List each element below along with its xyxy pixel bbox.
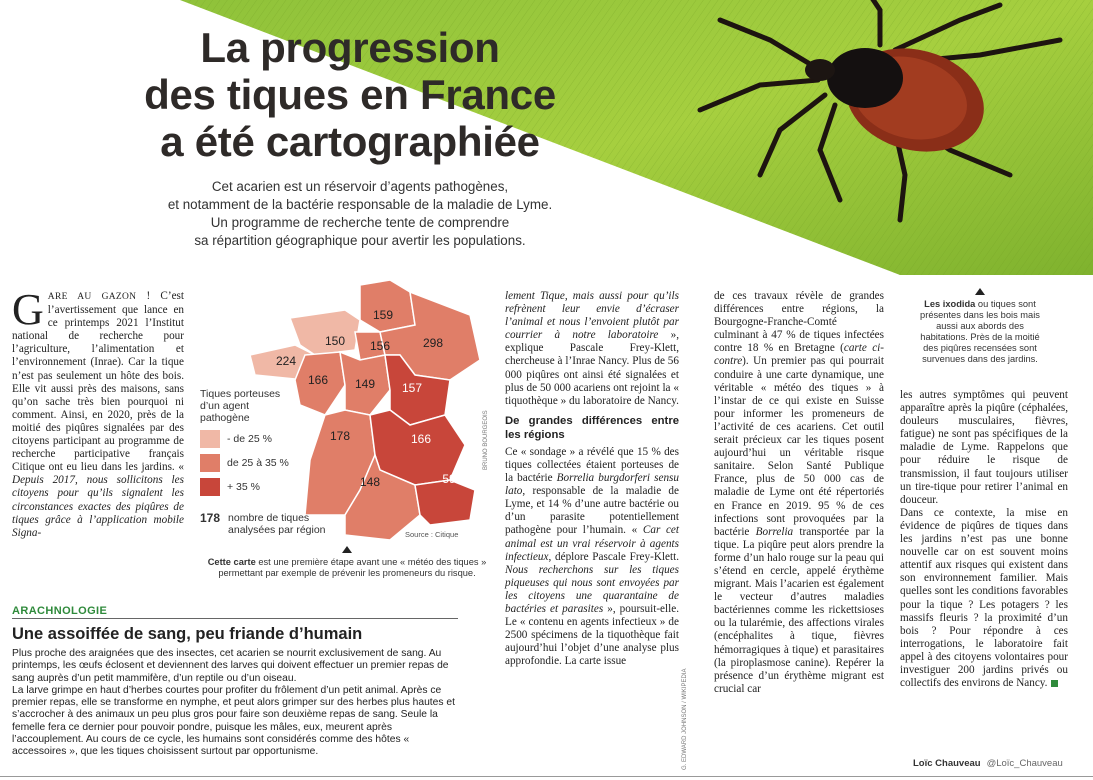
article-column-3 [714, 290, 884, 696]
map-value: 159 [372, 308, 394, 322]
standfirst-line: sa répartition géographique pour avertir les populations. [194, 233, 526, 248]
col3-italic: carte ci-contre [714, 342, 884, 368]
map-credit: BRUNO BOURGEOIS [483, 410, 489, 470]
col1-text: ! C’est l’avertissement que lance en ce printemps 2021 l’Institut national de recherche pour l’agriculture, l’alimentation et l’environnement (Inrae). Car la tique n’est pas seulement un hôte des bois. Elle vit aussi près des maisons, sans qu’on sache très bien pourquoi ni comment. Ainsi, en 2020, près de la moitié des piqûres signalées par des citoyens participant au programme de recherche participative français Citique ont eu lieu dans les jardins. « [12, 290, 185, 474]
map-caption-bold: Cette carte [207, 557, 256, 567]
title-line: a été cartographiée [160, 118, 540, 165]
standfirst-line: Un programme de recherche tente de comprendre [210, 215, 510, 230]
legend-swatch-light [200, 430, 220, 448]
legend-count-number: 178 [200, 511, 221, 525]
map-value: 166 [410, 432, 432, 446]
legend-title: Tiques porteuses d’un agent pathogène [200, 388, 281, 424]
col3-italic: Borrelia [755, 525, 794, 538]
map-value: 156 [369, 339, 391, 353]
col2-italic: Car cet animal est un vrai réservoir à agents infectieux [505, 524, 679, 563]
col3-text: ). Un premier pas qui pourrait conduire à une carte dynamique, une véritable « météo des tiques » à l’instar de ce qui existe en Suisse pour informer les promeneurs de l’activité de ces acariens. Cet outil serait précieux car les tiques posent aujourd’hui un véritable risque sanitaire. Selon Santé Publique France, plus de 50 000 cas de maladie de Lyme ont été répertoriés en France en 2019. 95 % de ces infections sont provoquées par la bactérie [714, 355, 884, 538]
photo-caption-text: ou tiques sont présentes dans les bois mais aussi aux abords des habitations. Près de la moitié des piqûres recensées sont survenues dans des jardins. [920, 299, 1040, 364]
col2-italic: Nous recherchons sur les tiques piqueuses qui nous sont envoyées par les citoyens une quarantaine de bactéries et parasites [505, 563, 679, 615]
title-line: La progression [200, 24, 500, 71]
legend-swatch-medium [200, 454, 220, 472]
map-value: 298 [422, 336, 444, 350]
page-title [70, 24, 630, 165]
map-source: Source : Citique [405, 530, 459, 539]
map-value: 166 [307, 373, 329, 387]
col1-italic: Depuis 2017, nous sollicitons les citoyens pour qu’ils signalent les circonstances exactes des piqûres de tiques grâce à l’application mobile Signa- [12, 474, 184, 539]
standfirst [90, 178, 630, 250]
byline [913, 758, 1063, 769]
col2-text: Ce « sondage » a révélé que 15 % des tiques collectées étaient porteuses de la bactérie [505, 445, 679, 485]
col2-text: », explique Pascale Frey-Klett, chercheuse à l’Inrae Nancy. Plus de 56 000 piqûres ont ainsi été signalées et plus de 50 000 acariens ont rejoint la « tiquothèque » du laboratoire de Nancy. [505, 329, 679, 407]
photo-caption-bold: Les ixodida [924, 299, 976, 309]
sidebar-rule [12, 618, 458, 619]
map-value: 148 [359, 475, 381, 489]
lead-caps: ARE AU GAZON [47, 292, 137, 302]
article-column-4 [900, 389, 1068, 690]
col3-text: transportée par la tique. La piqûre peut alors prendre la forme d’un halo rouge sur la peau qui s’étend en cercle, appelé érythème migrant. Mais l’acarien est également le vecteur d’autres maladies bactériennes comme les rickettsioses ou la tularémie, des affections virales (encéphalites à tique, fièvres hémorragiques à tique) et parasitaires (la piroplasmose canine). Repérer la présence d’un érythème migrant est crucial car [714, 525, 884, 695]
legend-count-label: nombre de tiques analysées par région [228, 512, 326, 536]
sidebar-title: Une assoiffée de sang, peu friande d’humain [12, 625, 363, 643]
standfirst-line: et notamment de la bactérie responsable de la maladie de Lyme. [167, 197, 553, 212]
region-hauts-de-france [360, 280, 415, 332]
caption-pointer-icon [975, 288, 985, 295]
map-value: 224 [275, 354, 297, 368]
col3-text: de ces travaux révèle de grandes différences entre régions, la Bourgogne-Franche-Comté culminant à 47 % de tiques infectées contre 18 % en Bretagne ( [714, 290, 884, 355]
map-value: 178 [329, 429, 351, 443]
col2-text: , déplore Pascale Frey-Klett. [548, 550, 679, 563]
bottom-rule [0, 776, 1093, 777]
end-mark-icon [1051, 680, 1058, 687]
legend-label: + 35 % [227, 481, 260, 493]
standfirst-line: Cet acarien est un réservoir d’agents pathogènes, [211, 179, 509, 194]
article-column-1 [12, 285, 185, 540]
sidebar-paragraph: Plus proche des araignées que des insectes, cet acarien se nourrit exclusivement de sang. Au printemps, les œufs éclosent et deviennent des larves qui doivent effectuer un premier repas de sang auprès d’un petit mammifère, d’un reptile ou d’un oiseau. [12, 648, 449, 684]
drop-cap: G [12, 285, 44, 334]
author-name: Loïc Chauveau [913, 758, 981, 769]
sidebar-paragraph: La larve grimpe en haut d’herbes courtes pour profiter du frôlement d’un petit animal. Après ce premier repas, elle se transforme en nymphe, et peut alors grimper sur des herbes plus hautes et s’accrocher à des animaux un peu plus gros pour faire son deuxième repas de sang. Seule la femelle fera ce dernier pour pouvoir pondre, puisque les mâles, eux, meurent après l’accouplement. Au cours de ce cycle, les humains sont considérés comme des hôtes « accessoires », que les tiques choisissent surtout par opportunisme. [12, 684, 455, 758]
col4-paragraph: les autres symptômes qui peuvent apparaître après la piqûre (céphalées, douleurs musculaires, fièvres, fatigue) ne sont pas spécifiques de la maladie de Lyme. Rappelons que pour réduire le risque de transmission, il faut toujours utiliser un tire-tique pour retirer l’animal en douceur. [900, 389, 1068, 506]
legend-label: de 25 à 35 % [227, 457, 289, 469]
legend-label: - de 25 % [227, 433, 272, 445]
map-value: 149 [354, 377, 376, 391]
map-legend [200, 388, 338, 536]
caption-pointer-icon [342, 546, 352, 553]
col2-text: , responsable de la maladie de Lyme, et 14 % d’une autre bactérie ou d’un parasite potentiellement pathogène pour l’humain. « [505, 485, 679, 537]
sidebar-body [12, 648, 460, 759]
map-caption-text: est une première étape avant une « météo des tiques » permettant par exemple de prévenir les promeneurs du risque. [218, 557, 487, 578]
map-value: 157 [401, 381, 423, 395]
col2-italic: Borrelia burgdorferi sensu lato [505, 472, 679, 498]
col2-italic: lement Tique, mais aussi pour qu’ils refrènent leur envie d’écraser l’animal et nous l’envoient plutôt par courrier à notre laboratoire [505, 290, 679, 342]
map-value: 150 [324, 334, 346, 348]
region-paca [415, 480, 475, 525]
title-line: des tiques en France [144, 71, 556, 118]
author-handle[interactable]: @Loïc_Chauveau [986, 758, 1063, 769]
col4-paragraph: Dans ce contexte, la mise en évidence de piqûres de tiques dans les jardins n’est pas une bonne nouvelle car on est souvent moins attentif aux risques qui existent dans son environnement familier. Mais quelles sont les conditions favorables pour la tique ? Les potagers ? les massifs fleuris ? la proximité d’un bois ? Pour répondre à ces interrogations, le laboratoire fait appel à des citoyens volontaires pour investiguer 200 jardins privés ou collectifs des environs de Nancy. [900, 506, 1068, 690]
subheading: De grandes différences entre les régions [505, 414, 679, 441]
sidebar-kicker: ARACHNOLOGIE [12, 605, 108, 617]
map-caption [197, 546, 497, 579]
article-column-2 [505, 290, 679, 668]
photo-credit: G. EDWARD JOHNSON / WIKIPEDIA [682, 668, 688, 770]
photo-caption [915, 288, 1045, 365]
map-value: 59 [442, 472, 456, 486]
legend-swatch-dark [200, 478, 220, 496]
col2-text: », poursuit-elle. Le « contenu en agents infectieux » de 2500 spécimens de la tiquothèque fait aujourd’hui l’objet d’une analyse plus approfondie. La carte issue [505, 602, 679, 668]
